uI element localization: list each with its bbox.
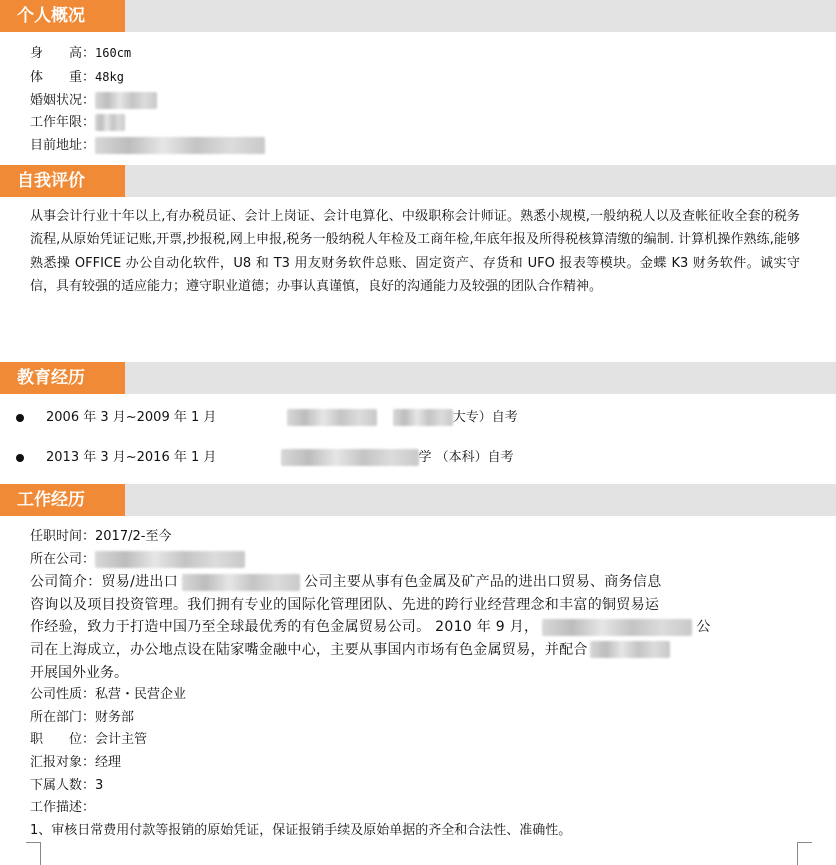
page-corner-mark [797, 842, 812, 865]
redacted-school [393, 409, 453, 426]
address-label: 目前地址： [30, 138, 96, 154]
intro-text: 贸易/进出口 [101, 574, 179, 591]
company-label: 所在公司： [30, 551, 96, 567]
redacted-school [287, 409, 377, 426]
bullet-icon [16, 454, 24, 462]
intro-text: 公司主要从事有色金属及矿产品的进出口贸易、商务信息 [304, 574, 662, 591]
work-time-row [30, 526, 800, 549]
marital-row [30, 90, 265, 113]
education-item [16, 446, 514, 466]
weight-label: 体 重： [30, 69, 96, 85]
education-suffix: 大专）自考 [452, 410, 518, 425]
intro-line: 开展国外业务。 [30, 664, 128, 681]
education-suffix: 学 （本科）自考 [418, 450, 514, 465]
intro-line: 咨询以及项目投资管理。我们拥有专业的国际化管理团队、先进的跨行业经营理念和丰富的铜贸易运 [30, 596, 660, 613]
desc-item: 1、审核日常费用付款等报销的原始凭证，保证报销手续及原始单据的齐全和合法性、准确性。 [30, 822, 572, 838]
redacted-company [182, 574, 300, 591]
position-row [30, 729, 800, 752]
intro-text: 作经验，致力于打造中国乃至全球最优秀的有色金属贸易公司。 2010 年 9 月， [30, 619, 539, 636]
page-corner-mark [26, 842, 41, 865]
work-time-label: 任职时间： [30, 529, 96, 544]
report-row [30, 752, 800, 775]
years-label: 工作年限： [30, 115, 96, 131]
work-time-value: 2017/2-至今 [95, 529, 172, 544]
subordinates-label: 下属人数： [30, 777, 96, 793]
height-value: 160cm [95, 46, 132, 60]
section-bar-work [0, 484, 836, 516]
redacted-years [95, 114, 125, 131]
address-row [30, 135, 265, 158]
bullet-icon [16, 414, 24, 422]
subordinates-value: 3 [95, 777, 104, 793]
report-value: 经理 [95, 754, 122, 770]
redacted-company [542, 619, 692, 636]
education-period: 2013 年 3 月~2016 年 1 月 [46, 450, 217, 465]
nature-value: 私营・民营企业 [95, 687, 187, 703]
report-label: 汇报对象： [30, 754, 96, 770]
nature-row [30, 684, 800, 707]
work-details [30, 526, 800, 842]
position-label: 职 位： [30, 732, 96, 748]
redacted-school [281, 449, 419, 466]
redacted-company [590, 641, 670, 658]
nature-label: 公司性质： [30, 687, 96, 703]
redacted-company [95, 551, 245, 568]
intro-line [30, 616, 800, 639]
section-title-profile: 个人概况 [0, 0, 125, 32]
section-bar-profile [0, 0, 836, 32]
intro-line [30, 639, 800, 662]
subordinates-row [30, 775, 800, 798]
company-row [30, 549, 800, 572]
height-label: 身 高： [30, 46, 96, 61]
position-value: 会计主管 [95, 732, 148, 748]
redacted-marital [95, 92, 157, 109]
weight-row [30, 66, 265, 90]
redacted-address [95, 137, 265, 154]
self-eval-text: 从事会计行业十年以上,有办税员证、会计上岗证、会计电算化、中级职称会计师证。熟悉小规模,一般纳税人以及查帐征收全套的税务流程,从原始凭证记账,开票,抄报税,网上申报,税务一般纳税人年检及工商年检,年底年报及所得税核算清缴的编制. 计算机操作熟练,能够熟悉操 OFFICE 办公自动化软件，U8 和 T3 用友财务软件总账、固定资产、存货和 UFO 报表等模块。金蝶 K3 财务软件。诚实守信，具有较强的适应能力；遵守职业道德；办事认真谨慎，良好的沟通能力及较强的团队合作精神。 [30, 209, 800, 295]
profile-fields [30, 42, 265, 158]
section-bar-education [0, 362, 836, 394]
intro-text: 司在上海成立，办公地点设在陆家嘴金融中心，主要从事国内市场有色金属贸易，并配合 [30, 641, 588, 658]
intro-text: 公 [696, 619, 711, 636]
section-bar-self-eval [0, 165, 836, 197]
desc-label: 工作描述： [30, 800, 96, 816]
intro-label: 公司简介： [30, 574, 102, 591]
desc-label-row [30, 797, 800, 820]
dept-label: 所在部门： [30, 709, 96, 725]
section-title-work: 工作经历 [0, 484, 125, 516]
section-title-self-eval: 自我评价 [0, 165, 125, 197]
education-period: 2006 年 3 月~2009 年 1 月 [46, 410, 217, 425]
weight-value: 48kg [95, 69, 124, 84]
section-title-education: 教育经历 [0, 362, 125, 394]
marital-label: 婚姻状况： [30, 92, 96, 108]
dept-row [30, 707, 800, 730]
height-row [30, 42, 265, 66]
dept-value: 财务部 [95, 709, 135, 725]
years-row [30, 112, 265, 135]
education-item [16, 406, 518, 426]
intro-line [30, 571, 800, 594]
